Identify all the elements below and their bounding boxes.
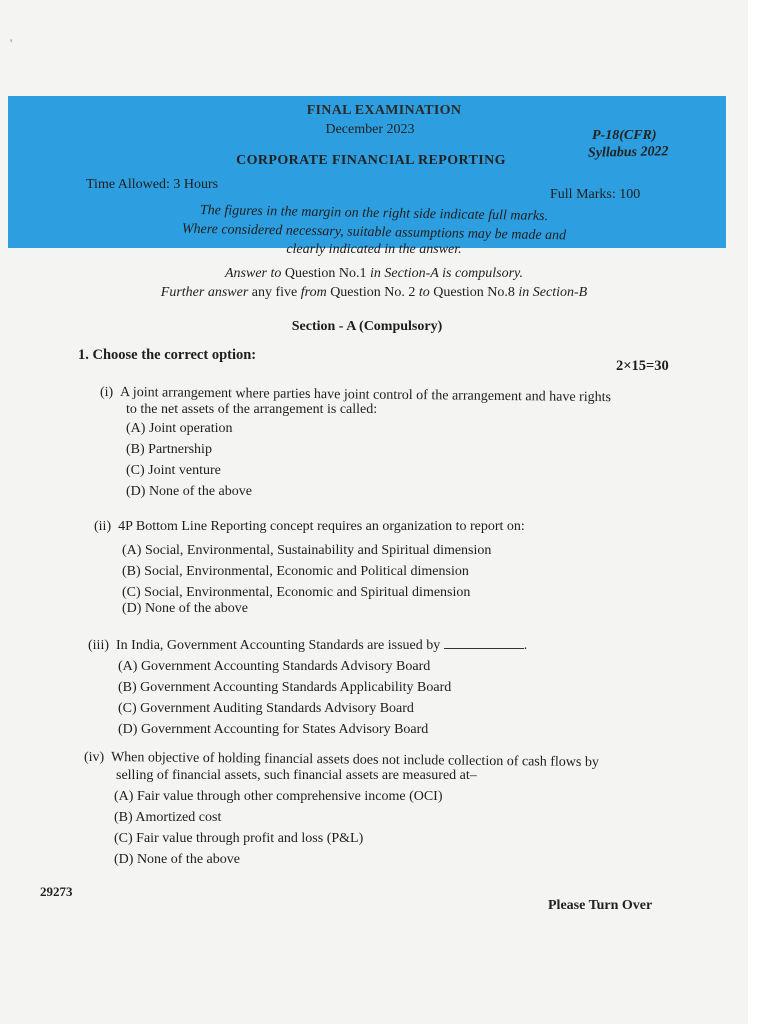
question-ii bbox=[94, 518, 525, 535]
turn-over-note: Please Turn Over bbox=[548, 898, 653, 913]
instruction-text: in Section-A is compulsory. bbox=[370, 266, 523, 281]
option-text: Government Auditing Standards Advisory Board bbox=[140, 701, 414, 716]
instruction-text: Answer to bbox=[224, 266, 282, 281]
instruction-text: Further answer bbox=[160, 285, 249, 300]
option-text: Social, Environmental, Sustainability and Spiritual dimension bbox=[144, 543, 492, 558]
syllabus-label: Syllabus 2022 bbox=[587, 144, 669, 161]
instruction-text: any five bbox=[251, 285, 298, 300]
paper-code: P-18(CFR) bbox=[592, 128, 657, 143]
option-text: Government Accounting Standards Advisory Board bbox=[140, 659, 431, 674]
option-key: (A) bbox=[122, 543, 142, 558]
exam-date: December 2023 bbox=[325, 122, 415, 137]
time-allowed: Time Allowed: 3 Hours bbox=[86, 177, 219, 192]
option-text: Social, Environmental, Economic and Spiritual dimension bbox=[144, 585, 471, 600]
option-ii-d bbox=[122, 601, 248, 617]
question-i-line-2: to the net assets of the arrangement is called: bbox=[126, 402, 378, 417]
option-key: (C) bbox=[114, 831, 133, 846]
option-text: Fair value through profit and loss (P&L) bbox=[136, 831, 364, 846]
question-i bbox=[100, 384, 612, 406]
option-iv-b bbox=[114, 810, 221, 826]
option-key: (B) bbox=[126, 442, 145, 457]
option-key: (A) bbox=[126, 421, 146, 436]
option-iii-d bbox=[118, 722, 428, 738]
option-i-b bbox=[126, 442, 212, 458]
option-iv-d bbox=[114, 852, 240, 868]
question-1-heading bbox=[78, 347, 256, 364]
option-iv-c bbox=[114, 831, 363, 847]
option-iv-a bbox=[114, 789, 443, 805]
option-key: (B) bbox=[114, 810, 133, 825]
option-ii-a bbox=[122, 543, 491, 559]
exam-title: FINAL EXAMINATION bbox=[306, 103, 462, 118]
option-iii-c bbox=[118, 701, 414, 717]
instruction-text: Question No. 2 bbox=[330, 285, 416, 300]
option-iii-a bbox=[118, 659, 430, 675]
option-key: (D) bbox=[114, 852, 134, 867]
instruction-text: in Section-B bbox=[518, 285, 588, 300]
question-number: (ii) bbox=[94, 519, 112, 534]
option-ii-b bbox=[122, 564, 469, 580]
option-key: (C) bbox=[126, 463, 145, 478]
option-i-a bbox=[126, 421, 233, 437]
instruction-line-3: clearly indicated in the answer. bbox=[286, 242, 462, 257]
instruction-text: to bbox=[418, 285, 430, 300]
option-key: (D) bbox=[118, 722, 138, 737]
option-text: Fair value through other comprehensive income (OCI) bbox=[136, 789, 443, 804]
option-key: (D) bbox=[122, 601, 142, 616]
option-iii-b bbox=[118, 680, 451, 696]
subject-title: CORPORATE FINANCIAL REPORTING bbox=[236, 153, 506, 168]
question-text: Choose the correct option: bbox=[92, 347, 257, 363]
question-iii bbox=[88, 636, 527, 654]
option-text: Amortized cost bbox=[135, 810, 222, 825]
instruction-text: Question No.8 bbox=[433, 285, 515, 300]
question-1-marks: 2×15=30 bbox=[616, 358, 669, 374]
instruction-line-5 bbox=[0, 285, 748, 301]
option-ii-c bbox=[122, 585, 470, 601]
option-key: (C) bbox=[122, 585, 141, 600]
answer-blank bbox=[444, 636, 524, 649]
option-key: (C) bbox=[118, 701, 137, 716]
question-number: (i) bbox=[100, 385, 114, 400]
option-text: Government Accounting Standards Applicability Board bbox=[140, 680, 452, 695]
question-number: 1. bbox=[78, 347, 89, 363]
option-key: (B) bbox=[122, 564, 141, 579]
option-key: (A) bbox=[114, 789, 134, 804]
instruction-line-4 bbox=[0, 266, 748, 282]
option-text: Joint operation bbox=[148, 421, 233, 436]
instruction-text: Question No.1 bbox=[284, 266, 367, 281]
instruction-line-1: The figures in the margin on the right side indicate full marks. bbox=[199, 202, 549, 225]
paper-number: 29273 bbox=[40, 884, 73, 899]
option-text: Partnership bbox=[148, 442, 212, 457]
section-a-title: Section - A (Compulsory) bbox=[291, 319, 443, 334]
option-i-d bbox=[126, 484, 252, 500]
option-text: Social, Environmental, Economic and Political dimension bbox=[144, 564, 469, 579]
question-text: When objective of holding financial assets does not include collection of cash flows by bbox=[111, 750, 600, 771]
option-i-c bbox=[126, 463, 221, 479]
option-text: None of the above bbox=[144, 601, 248, 616]
option-key: (B) bbox=[118, 680, 137, 695]
question-text: A joint arrangement where parties have joint control of the arrangement and have rights bbox=[120, 385, 612, 406]
question-iv bbox=[84, 749, 600, 771]
question-number: (iv) bbox=[84, 750, 105, 765]
question-text: In India, Government Accounting Standards are issued by bbox=[116, 638, 441, 653]
instruction-line-2: Where considered necessary, suitable assumptions may be made and bbox=[181, 221, 567, 244]
option-key: (A) bbox=[118, 659, 138, 674]
instruction-text: from bbox=[300, 285, 327, 300]
question-number: (iii) bbox=[88, 638, 109, 653]
full-marks: Full Marks: 100 bbox=[550, 187, 641, 202]
scan-mark: ' bbox=[10, 36, 13, 50]
question-iv-line-2: selling of financial assets, such financial assets are measured at– bbox=[116, 768, 477, 783]
option-text: Joint venture bbox=[148, 463, 221, 478]
question-text: . bbox=[523, 638, 528, 653]
option-text: None of the above bbox=[136, 852, 240, 867]
option-key: (D) bbox=[126, 484, 146, 499]
option-text: None of the above bbox=[148, 484, 252, 499]
option-text: Government Accounting for States Advisory Board bbox=[140, 722, 429, 737]
question-text: 4P Bottom Line Reporting concept requires an organization to report on: bbox=[118, 519, 525, 534]
